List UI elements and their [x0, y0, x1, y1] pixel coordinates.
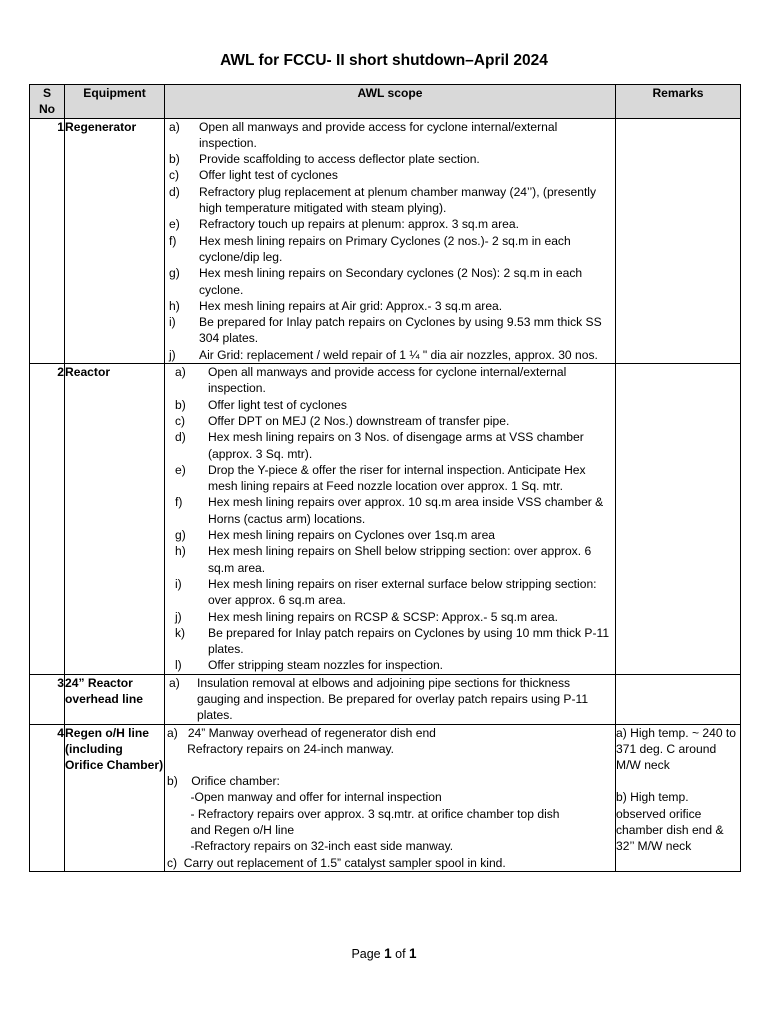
item-label: b) — [175, 397, 186, 412]
scope-line — [167, 757, 615, 773]
table-row — [30, 118, 741, 363]
item-label: g) — [169, 266, 180, 281]
scope-item — [165, 167, 615, 183]
scope-item — [165, 216, 615, 232]
table-header-row — [30, 85, 741, 119]
row-sno: 4 — [30, 724, 65, 871]
item-text: Hex mesh lining repairs on RCSP & SCSP: Approx.- 5 sq.m area. — [208, 609, 558, 624]
scope-line: and Regen o/H line — [167, 823, 295, 838]
item-text: Drop the Y-piece & offer the riser for internal inspection. Anticipate Hex mesh lining repairs at Feed nozzle location over approx. 1 Sq. mtr. — [208, 462, 586, 494]
scope-item — [165, 675, 615, 724]
item-label: h) — [175, 544, 186, 559]
scope-line: Refractory repairs on 24-inch manway. — [167, 741, 394, 756]
scope-item — [165, 184, 615, 217]
item-text: Hex mesh lining repairs at Air grid: Approx.- 3 sq.m area. — [199, 298, 503, 313]
row-scope — [165, 724, 616, 871]
item-text: Hex mesh lining repairs on Secondary cyclones (2 Nos): 2 sq.m in each cyclone. — [199, 266, 583, 297]
row-sno: 1 — [30, 118, 65, 363]
scope-line: -Refractory repairs on 32-inch east side manway. — [167, 839, 454, 854]
remarks-a: a) High temp. ~ 240 to 371 deg. C around M/W neck — [616, 725, 736, 773]
item-text: Insulation removal at elbows and adjoining pipe sections for thickness gauging and inspection. Be prepared for overlay patch repairs using P-11 plates. — [197, 675, 589, 723]
item-label: i) — [169, 315, 176, 330]
item-text: Air Grid: replacement / weld repair of 1 ¼ " dia air nozzles, approx. 30 nos. — [199, 347, 598, 362]
scope-item — [165, 397, 615, 413]
item-label: d) — [169, 184, 180, 199]
item-text: Provide scaffolding to access deflector plate section. — [199, 152, 480, 167]
row-remarks — [616, 364, 741, 675]
document-title: AWL for FCCU- II short shutdown–April 2024 — [220, 52, 548, 69]
item-label: e) — [169, 217, 180, 232]
item-text: Offer light test of cyclones — [199, 168, 338, 183]
header-equipment: Equipment — [65, 85, 165, 119]
item-label: c) — [169, 168, 180, 183]
item-text: Refractory plug replacement at plenum chamber manway (24’’), (presently high temperature mitigated with steam plying). — [199, 184, 597, 216]
remarks-spacer — [616, 773, 740, 789]
scope-line: - Refractory repairs over approx. 3 sq.mtr. at orifice chamber top dish — [167, 806, 560, 821]
scope-line: -Open manway and offer for internal inspection — [167, 790, 442, 805]
item-text: Be prepared for Inlay patch repairs on Cyclones by using 10 mm thick P-11 plates. — [208, 625, 610, 657]
item-text: Offer DPT on MEJ (2 Nos.) downstream of transfer pipe. — [208, 413, 510, 428]
table-row — [30, 364, 741, 675]
item-text: Hex mesh lining repairs on 3 Nos. of disengage arms at VSS chamber (approx. 3 Sq. mtr). — [208, 430, 584, 461]
footer-of: of — [395, 947, 406, 961]
row-sno: 3 — [30, 674, 65, 724]
header-sno-line1: S — [42, 86, 52, 100]
item-text: Hex mesh lining repairs on Primary Cyclones (2 nos.)- 2 sq.m in each cyclone/dip leg. — [199, 233, 571, 264]
item-label: b) — [169, 152, 180, 167]
table-row — [30, 674, 741, 724]
item-text: Refractory touch up repairs at plenum: approx. 3 sq.m area. — [199, 217, 519, 232]
scope-item — [165, 265, 615, 298]
remarks-b: b) High temp. observed orifice chamber dish end & 32’’ M/W neck — [616, 790, 724, 854]
row-scope — [165, 674, 616, 724]
item-label: c) — [175, 413, 186, 428]
item-label: g) — [175, 528, 186, 543]
scope-item — [165, 429, 615, 462]
scope-item — [165, 347, 615, 363]
row-equipment: Regenerator — [65, 118, 165, 363]
footer-total-pages: 1 — [409, 946, 417, 961]
scope-line: a) 24” Manway overhead of regenerator dish end — [167, 725, 436, 740]
scope-item — [165, 609, 615, 625]
scope-item — [165, 527, 615, 543]
row-remarks — [616, 724, 741, 871]
item-text: Hex mesh lining repairs on Cyclones over 1sq.m area — [208, 528, 496, 543]
item-label: h) — [169, 298, 180, 313]
row-equipment: Regen o/H line (including Orifice Chamber) — [65, 724, 165, 871]
item-label: l) — [175, 658, 182, 673]
item-text: Open all manways and provide access for cyclone internal/external inspection. — [208, 365, 567, 396]
item-text: Hex mesh lining repairs on riser external surface below stripping section: over approx. 6 sq.m area. — [208, 576, 597, 608]
scope-item — [165, 298, 615, 314]
row-scope — [165, 364, 616, 675]
scope-item — [165, 314, 615, 347]
row-remarks — [616, 674, 741, 724]
table-row — [30, 724, 741, 871]
scope-line: b) Orifice chamber: — [167, 774, 280, 789]
row-remarks — [616, 118, 741, 363]
scope-item — [165, 151, 615, 167]
header-sno — [30, 85, 65, 119]
scope-item — [165, 543, 615, 576]
item-text: Open all manways and provide access for cyclone internal/external inspection. — [199, 119, 558, 150]
scope-item — [165, 576, 615, 609]
awl-table — [29, 84, 741, 872]
item-label: a) — [169, 119, 180, 134]
footer-current-page: 1 — [384, 946, 392, 961]
page-footer — [0, 946, 768, 961]
scope-item — [165, 657, 615, 673]
item-label: i) — [175, 576, 182, 591]
item-text: Hex mesh lining repairs over approx. 10 sq.m area inside VSS chamber & Horns (cactus arm) locations. — [208, 495, 604, 526]
scope-item — [165, 413, 615, 429]
item-label: f) — [175, 495, 183, 510]
item-text: Hex mesh lining repairs on Shell below stripping section: over approx. 6 sq.m area. — [208, 544, 592, 575]
row-equipment: 24” Reactor overhead line — [65, 674, 165, 724]
footer-prefix: Page — [351, 947, 381, 961]
item-label: f) — [169, 233, 177, 248]
item-text: Offer light test of cyclones — [208, 397, 347, 412]
scope-item — [165, 119, 615, 152]
item-label: a) — [169, 675, 180, 690]
row-scope — [165, 118, 616, 363]
header-sno-line2: No — [38, 102, 56, 117]
item-label: e) — [175, 462, 186, 477]
item-label: d) — [175, 430, 186, 445]
row-equipment: Reactor — [65, 364, 165, 675]
scope-line: c) Carry out replacement of 1.5” catalyst sampler spool in kind. — [167, 855, 506, 870]
scope-item — [165, 462, 615, 495]
scope-item — [165, 625, 615, 658]
header-scope: AWL scope — [165, 85, 616, 119]
item-label: a) — [175, 365, 186, 380]
row-sno: 2 — [30, 364, 65, 675]
item-label: j) — [169, 347, 176, 362]
scope-item — [165, 364, 615, 397]
item-text: Offer stripping steam nozzles for inspection. — [208, 658, 444, 673]
item-label: j) — [175, 609, 182, 624]
scope-item — [165, 233, 615, 266]
header-remarks: Remarks — [616, 85, 741, 119]
item-label: k) — [175, 625, 186, 640]
item-text: Be prepared for Inlay patch repairs on Cyclones by using 9.53 mm thick SS 304 plates. — [199, 315, 602, 346]
scope-item — [165, 494, 615, 527]
